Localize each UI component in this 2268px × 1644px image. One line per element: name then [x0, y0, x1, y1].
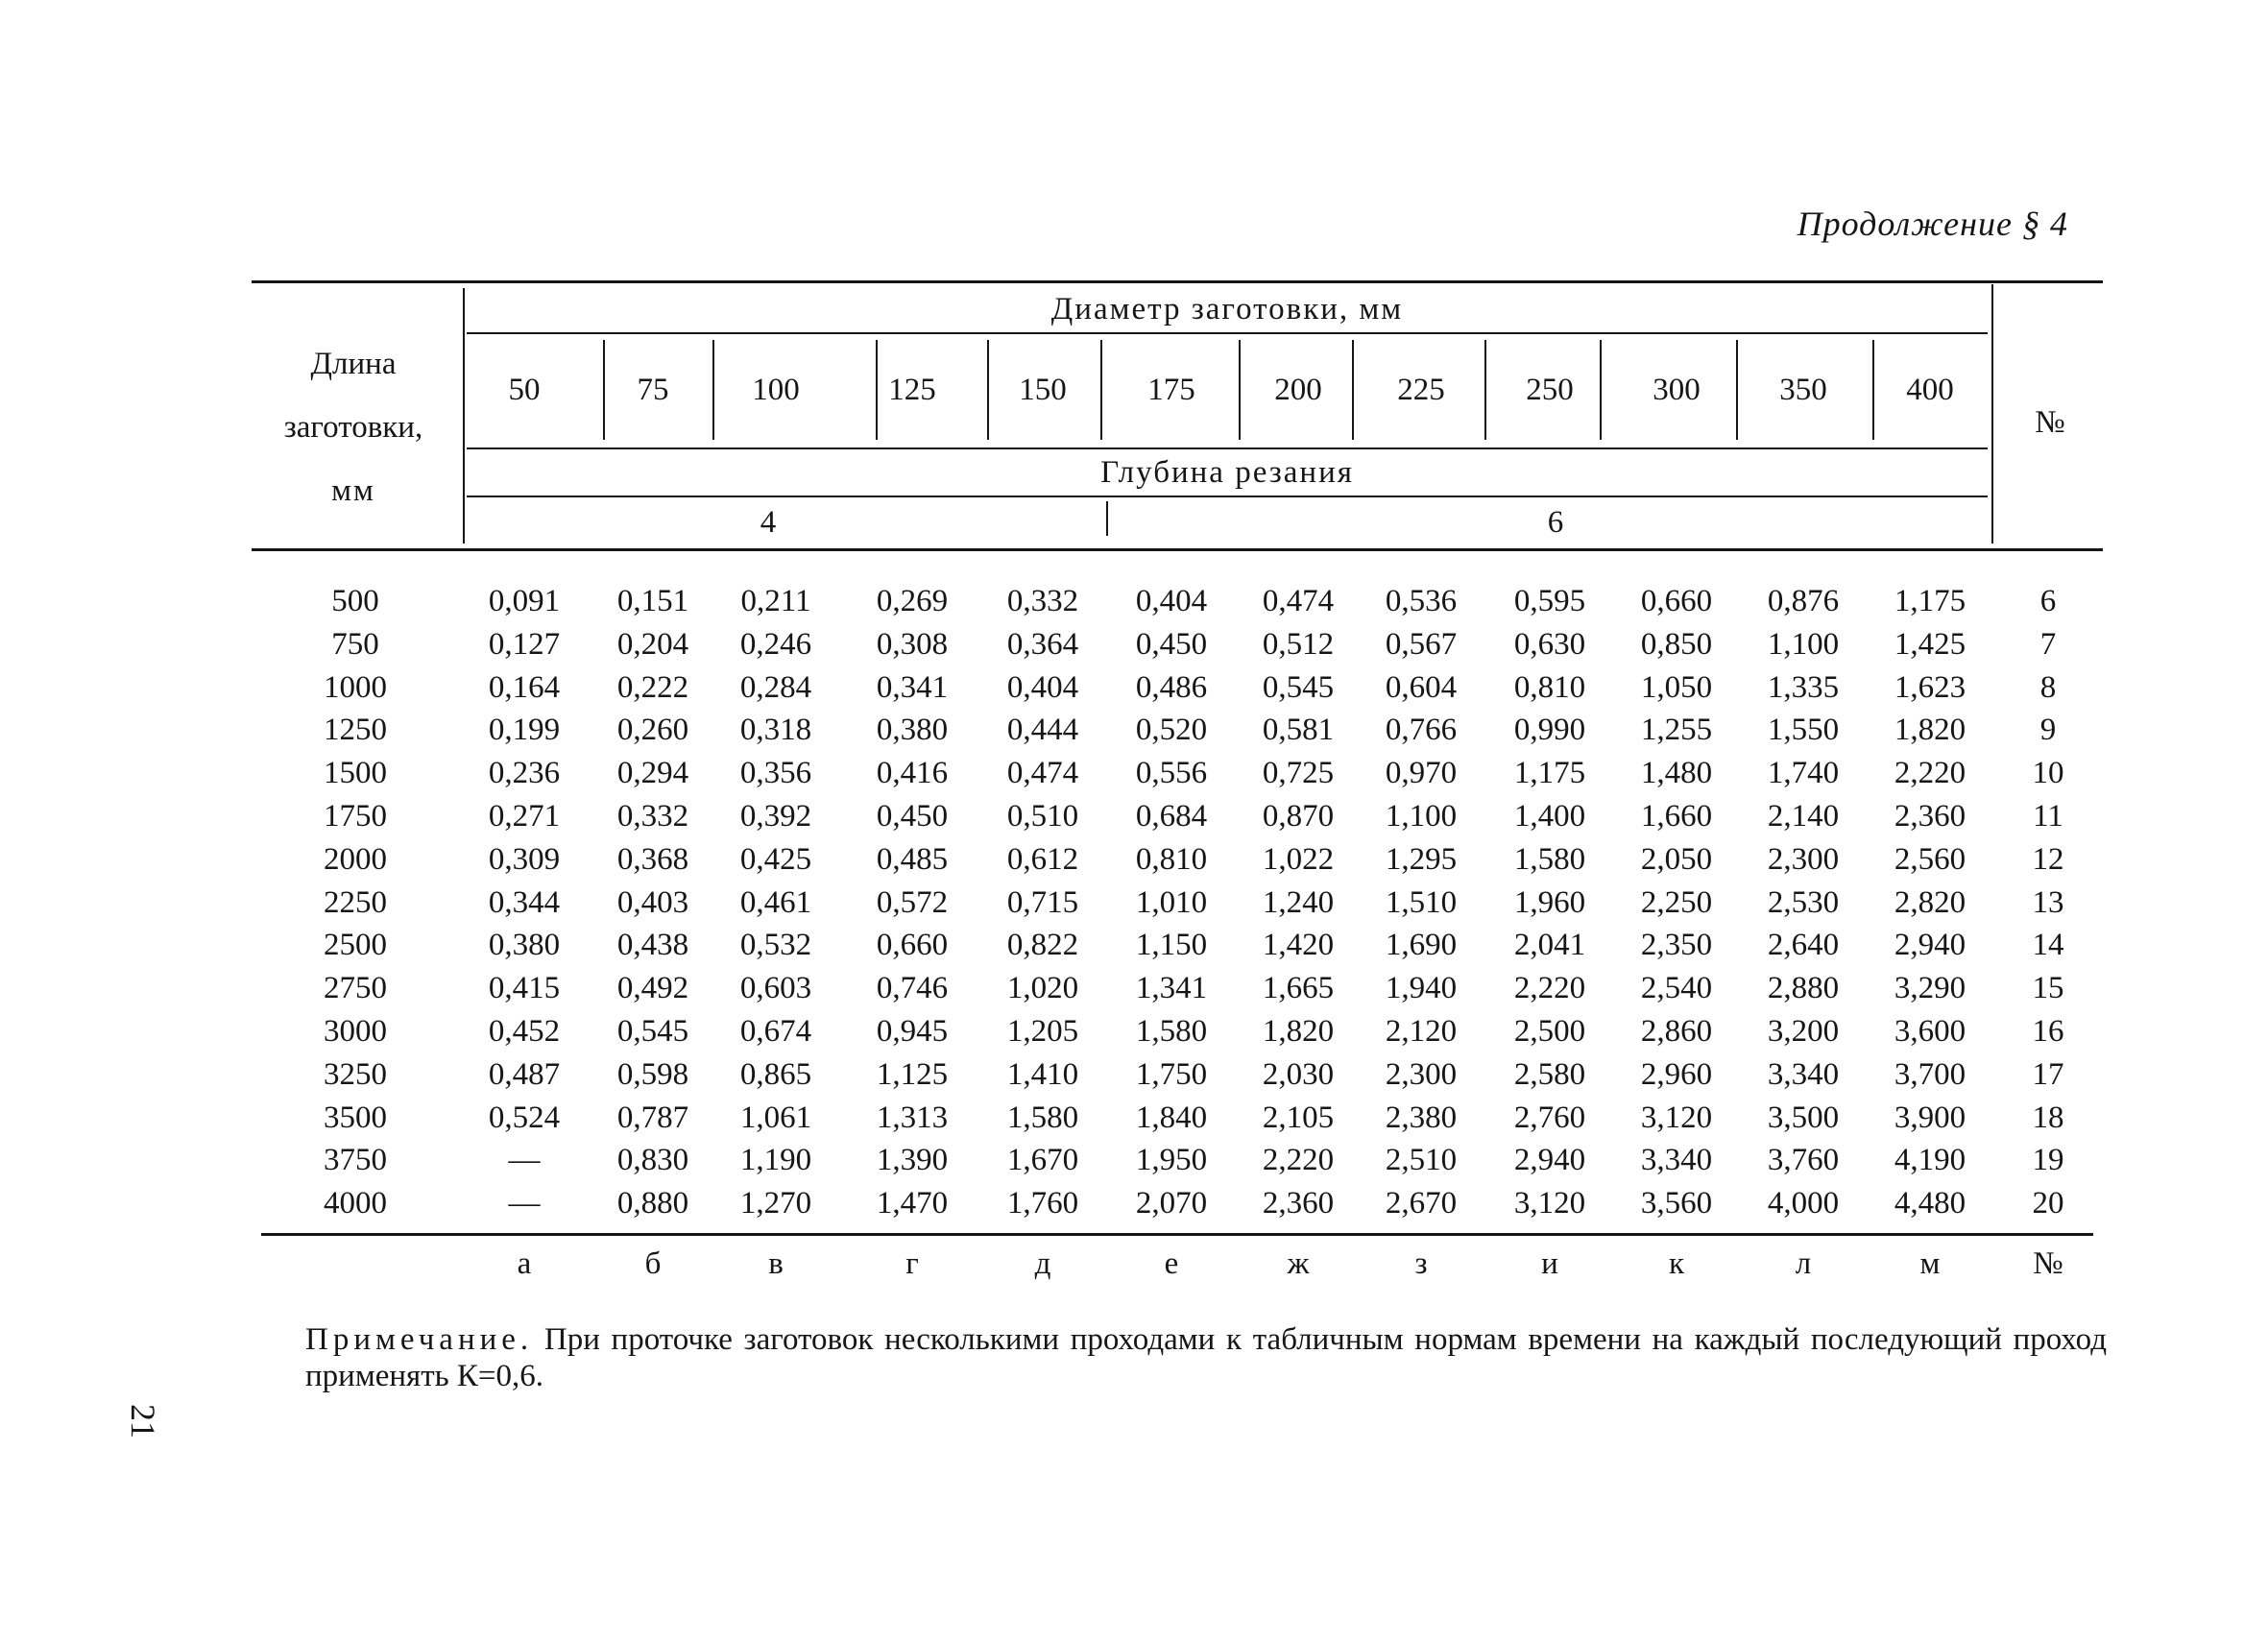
row-number-cell: 19	[2032, 1143, 2064, 1177]
column-letter: д	[1034, 1246, 1051, 1281]
length-cell: 1750	[324, 799, 387, 834]
value-cell: 1,580	[1135, 1014, 1208, 1049]
value-cell: 1,335	[1767, 670, 1840, 705]
row-number-cell: 9	[2039, 713, 2057, 747]
value-cell: 2,250	[1640, 885, 1713, 920]
footer-number-label: №	[2033, 1246, 2063, 1281]
value-cell: 2,380	[1385, 1100, 1458, 1135]
diameter-divider	[1100, 340, 1102, 440]
value-cell: 0,199	[488, 713, 561, 747]
value-cell: 2,960	[1640, 1057, 1713, 1092]
value-cell: 0,660	[876, 928, 949, 962]
value-cell: 3,560	[1640, 1186, 1713, 1221]
value-cell: 0,404	[1006, 670, 1079, 705]
row-number-cell: 20	[2032, 1186, 2064, 1221]
value-cell: 0,572	[876, 885, 949, 920]
value-cell: 0,486	[1135, 670, 1208, 705]
left-header-rule	[463, 288, 465, 544]
column-letter: з	[1414, 1246, 1428, 1281]
value-cell: 0,556	[1135, 756, 1208, 790]
value-cell: 1,580	[1513, 842, 1586, 877]
value-cell: 0,766	[1385, 713, 1458, 747]
value-cell: 2,360	[1262, 1186, 1335, 1221]
value-cell: 2,050	[1640, 842, 1713, 877]
value-cell: 0,271	[488, 799, 561, 834]
diameter-value: 400	[1906, 373, 1954, 407]
length-cell: 750	[331, 627, 379, 662]
value-cell: 0,204	[616, 627, 689, 662]
value-cell: 1,205	[1006, 1014, 1079, 1049]
value-cell: 0,269	[876, 584, 949, 618]
value-cell: 0,309	[488, 842, 561, 877]
value-cell: 0,246	[739, 627, 812, 662]
value-cell: 2,820	[1894, 885, 1966, 920]
value-cell: 0,222	[616, 670, 689, 705]
note-label: Примечание.	[305, 1322, 534, 1357]
value-cell: 0,211	[740, 584, 811, 618]
value-cell: 2,360	[1894, 799, 1966, 834]
diameter-header: Диаметр заготовки, мм	[1050, 292, 1404, 326]
diameter-divider	[1736, 340, 1738, 440]
row-number-cell: 7	[2039, 627, 2057, 662]
header-bottom-rule	[252, 548, 2103, 551]
value-cell: 3,500	[1767, 1100, 1840, 1135]
row-number-cell: 16	[2032, 1014, 2064, 1049]
value-cell: 1,410	[1006, 1057, 1079, 1092]
value-cell: 2,670	[1385, 1186, 1458, 1221]
length-cell: 1000	[324, 670, 387, 705]
length-header-line-3: мм	[331, 473, 375, 508]
value-cell: 0,604	[1385, 670, 1458, 705]
value-cell: 0,284	[739, 670, 812, 705]
value-cell: 2,220	[1262, 1143, 1335, 1177]
value-cell: 0,380	[488, 928, 561, 962]
row-number-cell: 18	[2032, 1100, 2064, 1135]
value-cell: 0,830	[616, 1143, 689, 1177]
value-cell: 0,598	[616, 1057, 689, 1092]
value-cell: 2,041	[1513, 928, 1586, 962]
value-cell: 0,536	[1385, 584, 1458, 618]
value-cell: 0,485	[876, 842, 949, 877]
value-cell: 1,840	[1135, 1100, 1208, 1135]
value-cell: 2,580	[1513, 1057, 1586, 1092]
value-cell: 0,236	[488, 756, 561, 790]
value-cell: 1,670	[1006, 1143, 1079, 1177]
value-cell: 0,520	[1135, 713, 1208, 747]
value-cell: 2,220	[1513, 971, 1586, 1005]
length-header	[252, 332, 455, 522]
value-cell: 1,175	[1894, 584, 1966, 618]
diameter-value: 250	[1526, 373, 1574, 407]
column-letter: в	[768, 1246, 784, 1281]
depth-divider	[1106, 501, 1108, 536]
value-cell: 1,820	[1894, 713, 1966, 747]
value-cell: 0,810	[1135, 842, 1208, 877]
diameter-value: 75	[637, 373, 669, 407]
value-cell: 0,308	[876, 627, 949, 662]
value-cell: 4,000	[1767, 1186, 1840, 1221]
diameter-value: 225	[1397, 373, 1445, 407]
value-cell: 0,332	[616, 799, 689, 834]
column-letter: м	[1919, 1246, 1941, 1281]
value-cell: 0,404	[1135, 584, 1208, 618]
value-cell: 2,220	[1894, 756, 1966, 790]
value-cell: 0,474	[1006, 756, 1079, 790]
length-cell: 2500	[324, 928, 387, 962]
value-cell: 1,950	[1135, 1143, 1208, 1177]
value-cell: 0,945	[876, 1014, 949, 1049]
value-cell: 0,684	[1135, 799, 1208, 834]
value-cell: 1,400	[1513, 799, 1586, 834]
row-number-cell: 12	[2032, 842, 2064, 877]
value-cell: 0,990	[1513, 713, 1586, 747]
column-letter: е	[1164, 1246, 1179, 1281]
value-cell: 0,532	[739, 928, 812, 962]
value-cell: 1,295	[1385, 842, 1458, 877]
diameter-divider	[712, 340, 714, 440]
length-cell: 2750	[324, 971, 387, 1005]
value-cell: 3,340	[1767, 1057, 1840, 1092]
note-text: При проточке заготовок несколькими проходами к табличным нормам времени на каждый последующий проход применять К=0,6.	[305, 1322, 2107, 1393]
value-cell: —	[508, 1186, 541, 1221]
row-number-cell: 13	[2032, 885, 2064, 920]
value-cell: 0,450	[1135, 627, 1208, 662]
value-cell: 2,940	[1513, 1143, 1586, 1177]
value-cell: 2,070	[1135, 1186, 1208, 1221]
value-cell: 0,810	[1513, 670, 1586, 705]
value-cell: 0,452	[488, 1014, 561, 1049]
value-cell: 2,350	[1640, 928, 1713, 962]
length-cell: 500	[331, 584, 379, 618]
value-cell: 0,492	[616, 971, 689, 1005]
column-letter: г	[905, 1246, 919, 1281]
value-cell: 1,341	[1135, 971, 1208, 1005]
diameter-value: 300	[1653, 373, 1701, 407]
value-cell: 2,300	[1385, 1057, 1458, 1092]
value-cell: 0,512	[1262, 627, 1335, 662]
value-cell: 0,260	[616, 713, 689, 747]
length-cell: 3000	[324, 1014, 387, 1049]
right-header-rule	[1991, 284, 1993, 544]
value-cell: 0,127	[488, 627, 561, 662]
length-header-line-1: Длина	[310, 347, 397, 381]
value-cell: 1,175	[1513, 756, 1586, 790]
value-cell: 0,612	[1006, 842, 1079, 877]
length-cell: 2000	[324, 842, 387, 877]
value-cell: 0,715	[1006, 885, 1079, 920]
value-cell: 0,524	[488, 1100, 561, 1135]
value-cell: 1,190	[739, 1143, 812, 1177]
depth-value-4: 4	[760, 505, 777, 540]
value-cell: 1,480	[1640, 756, 1713, 790]
value-cell: 1,255	[1640, 713, 1713, 747]
value-cell: —	[508, 1143, 541, 1177]
value-cell: 0,674	[739, 1014, 812, 1049]
value-cell: 0,487	[488, 1057, 561, 1092]
value-cell: 1,313	[876, 1100, 949, 1135]
value-cell: 1,425	[1894, 627, 1966, 662]
value-cell: 0,474	[1262, 584, 1335, 618]
note	[305, 1321, 2107, 1394]
value-cell: 1,940	[1385, 971, 1458, 1005]
value-cell: 1,580	[1006, 1100, 1079, 1135]
value-cell: 0,318	[739, 713, 812, 747]
value-cell: 1,100	[1385, 799, 1458, 834]
diameter-value: 125	[888, 373, 936, 407]
value-cell: 0,970	[1385, 756, 1458, 790]
diameter-values-rule	[467, 447, 1988, 449]
value-cell: 1,665	[1262, 971, 1335, 1005]
value-cell: 1,960	[1513, 885, 1586, 920]
column-letter: и	[1541, 1246, 1558, 1281]
value-cell: 0,444	[1006, 713, 1079, 747]
value-cell: 0,510	[1006, 799, 1079, 834]
value-cell: 3,760	[1767, 1143, 1840, 1177]
diameter-value: 100	[752, 373, 800, 407]
value-cell: 0,787	[616, 1100, 689, 1135]
value-cell: 0,545	[616, 1014, 689, 1049]
value-cell: 0,356	[739, 756, 812, 790]
row-number-cell: 10	[2032, 756, 2064, 790]
value-cell: 0,630	[1513, 627, 1586, 662]
diameter-divider	[1484, 340, 1486, 440]
length-cell: 3500	[324, 1100, 387, 1135]
value-cell: 3,120	[1640, 1100, 1713, 1135]
value-cell: 1,550	[1767, 713, 1840, 747]
length-cell: 3750	[324, 1143, 387, 1177]
value-cell: 2,560	[1894, 842, 1966, 877]
depth-rule	[467, 496, 1988, 497]
value-cell: 0,151	[616, 584, 689, 618]
value-cell: 0,415	[488, 971, 561, 1005]
value-cell: 0,416	[876, 756, 949, 790]
value-cell: 0,344	[488, 885, 561, 920]
value-cell: 1,390	[876, 1143, 949, 1177]
length-cell: 1500	[324, 756, 387, 790]
value-cell: 0,870	[1262, 799, 1335, 834]
value-cell: 0,392	[739, 799, 812, 834]
value-cell: 0,822	[1006, 928, 1079, 962]
value-cell: 4,190	[1894, 1143, 1966, 1177]
row-number-cell: 8	[2039, 670, 2057, 705]
value-cell: 0,461	[739, 885, 812, 920]
value-cell: 1,100	[1767, 627, 1840, 662]
value-cell: 0,725	[1262, 756, 1335, 790]
value-cell: 0,876	[1767, 584, 1840, 618]
value-cell: 2,500	[1513, 1014, 1586, 1049]
value-cell: 1,820	[1262, 1014, 1335, 1049]
column-letter: к	[1668, 1246, 1685, 1281]
value-cell: 0,865	[739, 1057, 812, 1092]
value-cell: 2,860	[1640, 1014, 1713, 1049]
value-cell: 0,164	[488, 670, 561, 705]
length-cell: 4000	[324, 1186, 387, 1221]
length-cell: 2250	[324, 885, 387, 920]
value-cell: 3,290	[1894, 971, 1966, 1005]
value-cell: 1,061	[739, 1100, 812, 1135]
depth-value-6: 6	[1547, 505, 1564, 540]
value-cell: 1,270	[739, 1186, 812, 1221]
table-top-rule	[252, 280, 2103, 283]
value-cell: 1,125	[876, 1057, 949, 1092]
value-cell: 1,420	[1262, 928, 1335, 962]
value-cell: 3,200	[1767, 1014, 1840, 1049]
value-cell: 1,150	[1135, 928, 1208, 962]
length-cell: 1250	[324, 713, 387, 747]
value-cell: 0,091	[488, 584, 561, 618]
value-cell: 2,120	[1385, 1014, 1458, 1049]
value-cell: 1,510	[1385, 885, 1458, 920]
value-cell: 1,623	[1894, 670, 1966, 705]
value-cell: 1,660	[1640, 799, 1713, 834]
value-cell: 3,340	[1640, 1143, 1713, 1177]
value-cell: 1,760	[1006, 1186, 1079, 1221]
value-cell: 0,364	[1006, 627, 1079, 662]
value-cell: 1,470	[876, 1186, 949, 1221]
value-cell: 2,940	[1894, 928, 1966, 962]
value-cell: 1,740	[1767, 756, 1840, 790]
value-cell: 0,380	[876, 713, 949, 747]
length-header-line-2: заготовки,	[283, 410, 423, 445]
value-cell: 0,850	[1640, 627, 1713, 662]
value-cell: 0,341	[876, 670, 949, 705]
value-cell: 1,050	[1640, 670, 1713, 705]
value-cell: 2,540	[1640, 971, 1713, 1005]
value-cell: 0,294	[616, 756, 689, 790]
value-cell: 0,368	[616, 842, 689, 877]
value-cell: 3,600	[1894, 1014, 1966, 1049]
value-cell: 0,880	[616, 1186, 689, 1221]
row-number-cell: 15	[2032, 971, 2064, 1005]
value-cell: 1,750	[1135, 1057, 1208, 1092]
value-cell: 0,438	[616, 928, 689, 962]
row-number-cell: 17	[2032, 1057, 2064, 1092]
value-cell: 2,530	[1767, 885, 1840, 920]
value-cell: 0,595	[1513, 584, 1586, 618]
value-cell: 0,581	[1262, 713, 1335, 747]
row-number-cell: 6	[2039, 584, 2057, 618]
value-cell: 2,105	[1262, 1100, 1335, 1135]
value-cell: 2,510	[1385, 1143, 1458, 1177]
table-bottom-rule	[261, 1233, 2093, 1236]
value-cell: 1,240	[1262, 885, 1335, 920]
diameter-value: 50	[508, 373, 541, 407]
value-cell: 2,300	[1767, 842, 1840, 877]
diameter-value: 150	[1019, 373, 1067, 407]
value-cell: 0,603	[739, 971, 812, 1005]
value-cell: 0,746	[876, 971, 949, 1005]
value-cell: 1,020	[1006, 971, 1079, 1005]
column-letter: ж	[1287, 1246, 1310, 1281]
page-number: 21	[124, 1404, 162, 1438]
value-cell: 3,900	[1894, 1100, 1966, 1135]
row-number-cell: 14	[2032, 928, 2064, 962]
row-number-cell: 11	[2033, 799, 2063, 834]
length-cell: 3250	[324, 1057, 387, 1092]
value-cell: 3,700	[1894, 1057, 1966, 1092]
value-cell: 0,332	[1006, 584, 1079, 618]
value-cell: 2,880	[1767, 971, 1840, 1005]
column-letter: а	[517, 1246, 532, 1281]
value-cell: 0,660	[1640, 584, 1713, 618]
value-cell: 2,140	[1767, 799, 1840, 834]
value-cell: 0,425	[739, 842, 812, 877]
value-cell: 4,480	[1894, 1186, 1966, 1221]
diameter-value: 175	[1147, 373, 1195, 407]
value-cell: 2,640	[1767, 928, 1840, 962]
column-letter: б	[644, 1246, 662, 1281]
value-cell: 2,760	[1513, 1100, 1586, 1135]
value-cell: 0,567	[1385, 627, 1458, 662]
diameter-value: 200	[1274, 373, 1322, 407]
value-cell: 0,403	[616, 885, 689, 920]
column-letter: л	[1795, 1246, 1812, 1281]
diameter-rule	[467, 332, 1988, 334]
value-cell: 1,022	[1262, 842, 1335, 877]
value-cell: 0,545	[1262, 670, 1335, 705]
value-cell: 1,010	[1135, 885, 1208, 920]
number-header: №	[2035, 405, 2065, 440]
continuation-title: Продолжение § 4	[1797, 205, 2068, 243]
value-cell: 1,690	[1385, 928, 1458, 962]
value-cell: 3,120	[1513, 1186, 1586, 1221]
depth-header: Глубина резания	[1100, 455, 1354, 490]
diameter-value: 350	[1779, 373, 1827, 407]
value-cell: 2,030	[1262, 1057, 1335, 1092]
value-cell: 0,450	[876, 799, 949, 834]
